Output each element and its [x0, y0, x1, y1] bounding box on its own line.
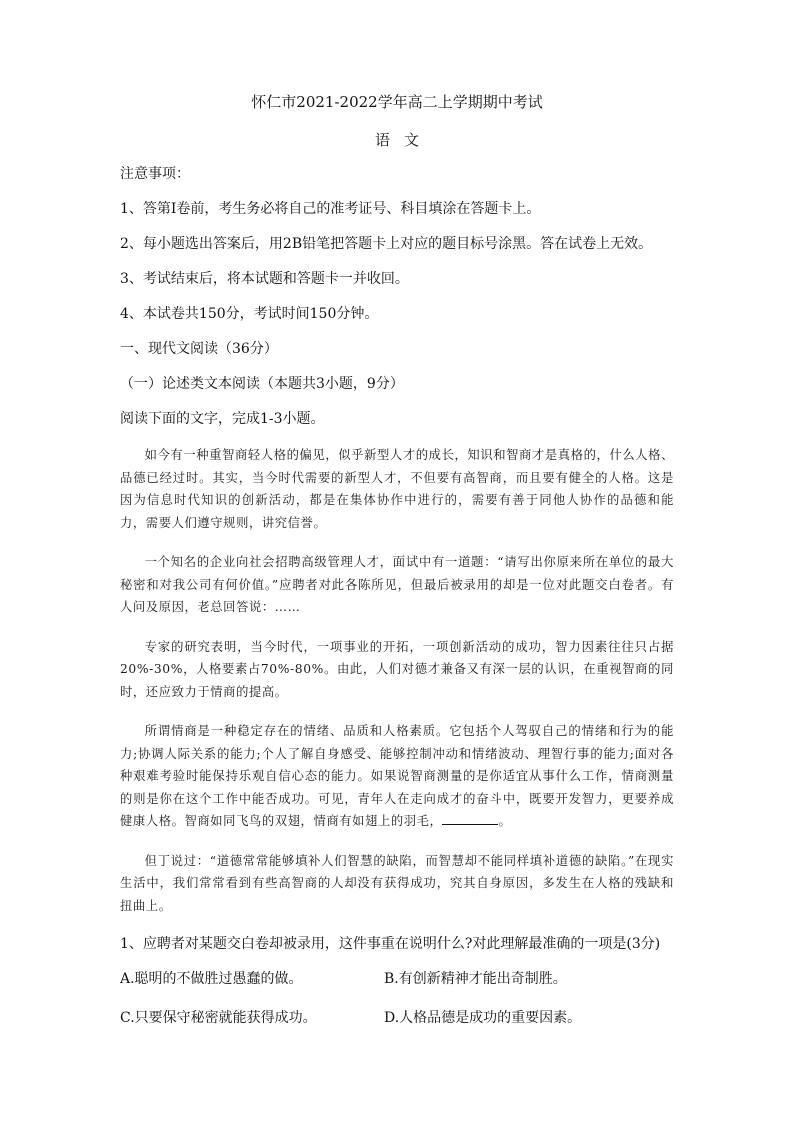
- subject-title: 语文: [374, 131, 433, 149]
- section-heading: 一、现代文阅读（36分）: [120, 341, 278, 357]
- passage-paragraph-4: [120, 720, 674, 833]
- fill-in-blank: [442, 812, 498, 825]
- section-subheading: （一）论述类文本阅读（本题共3小题，9分）: [120, 376, 404, 392]
- note-item-4: 4、本试卷共150分，考试时间150分钟。: [120, 306, 379, 322]
- option-a: A.聪明的不做胜过愚蠢的做。: [120, 971, 303, 987]
- option-b: B.有创新精神才能出奇制胜。: [384, 971, 567, 987]
- question-1-options: [120, 969, 674, 1047]
- question-1-stem: 1、应聘者对某题交白卷却被录用，这件事重在说明什么?对此理解最准确的一项是(3分): [120, 936, 661, 952]
- passage-paragraph-3: 专家的研究表明，当今时代，一项事业的开拓，一项创新活动的成功，智力因素往往只占据20%-30%，人格要素占70%-80%。由此，人们对德才兼备又有深一层的认识，在重视智商的同时，还应致力于情商的提高。: [120, 639, 674, 699]
- passage-paragraph-1: 如今有一种重智商轻人格的偏见，似乎新型人才的成长，知识和智商才是真格的，什么人格、品德已经过时。其实，当今时代需要的新型人才，不但要有高智商，而且要有健全的人格。这是因为信息时代知识的创新活动，都是在集体协作中进行的，需要有善于同他人协作的品德和能力，需要人们遵守规则，讲究信誉。: [120, 448, 674, 530]
- exam-title: 怀仁市2021-2022学年高二上学期期中考试: [251, 93, 543, 111]
- passage-paragraph-4-text: 所谓情商是一种稳定存在的情绪、品质和人格素质。它包括个人驾驭自己的情绪和行为的能力;协调人际关系的能力;个人了解自身感受、能够控制冲动和情绪波动、理智行事的能力;面对各种艰难考验时能保持乐观自信心态的能力。如果说智商测量的是你适宜从事什么工作，情商测量的则是你在这个工作中能否成功。可见，青年人在走向成才的奋斗中，既要开发智力，更要养成健康人格。智商如同飞鸟的双翅，情商有如翅上的羽毛，: [120, 724, 674, 828]
- notes-heading: 注意事项：: [120, 166, 190, 182]
- reading-instruction: 阅读下面的文字，完成1-3小题。: [120, 411, 325, 427]
- note-item-3: 3、考试结束后，将本试题和答题卡一并收回。: [120, 271, 409, 287]
- option-c: C.只要保守秘密就能获得成功。: [120, 1010, 317, 1026]
- passage-paragraph-2: 一个知名的企业向社会招聘高级管理人才，面试中有一道题：“请写出你原来所在单位的最大秘密和对我公司有何价值。”应聘者对此各陈所见，但最后被录用的却是一位对此题交白卷者。有人问及原因，老总回答说：……: [120, 555, 674, 614]
- note-item-1: 1、答第Ⅰ卷前，考生务必将自己的准考证号、科目填涂在答题卡上。: [120, 201, 541, 217]
- note-item-2: 2、每小题选出答案后，用2B铅笔把答题卡上对应的题目标号涂黑。答在试卷上无效。: [120, 236, 653, 252]
- option-d: D.人格品德是成功的重要因素。: [384, 1010, 582, 1026]
- passage-paragraph-4-end: 。: [498, 814, 512, 828]
- passage-paragraph-5: 但丁说过：“道德常常能够填补人们智慧的缺陷，而智慧却不能同样填补道德的缺陷。”在现实生活中，我们常常看到有些高智商的人却没有获得成功，究其自身原因，多发生在人格的残缺和扭曲上。: [120, 853, 674, 913]
